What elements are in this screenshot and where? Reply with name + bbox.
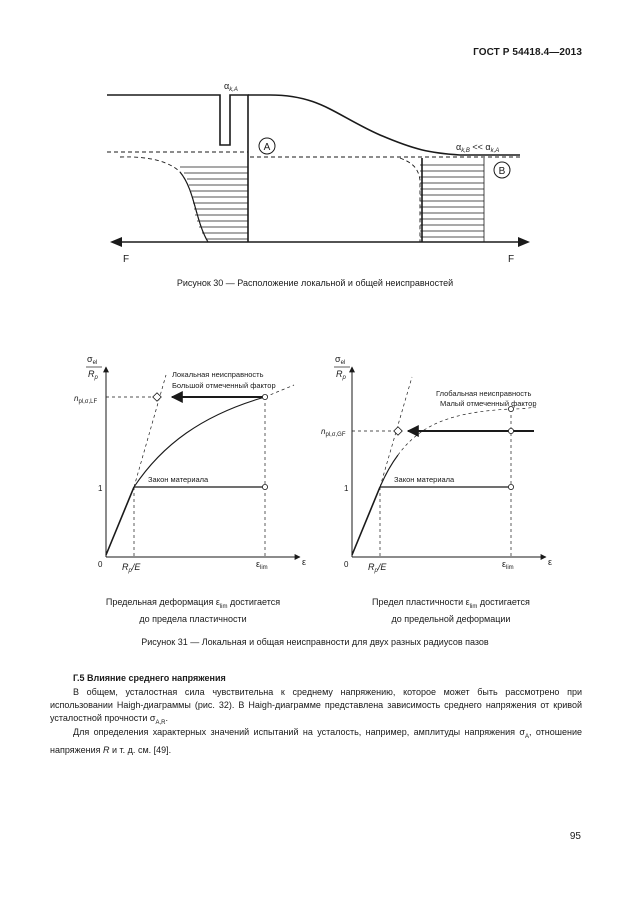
force-right-label: F [508,254,515,265]
x-tick-rp-label: $R_p/E$ [122,562,141,574]
force-left-label: F [123,254,130,265]
alpha-ka-label: $\alpha_{k,A}$ [224,81,238,93]
right-subcaption: Предел пластичности $\varepsilon_{lim}$ достигается до предельной деформации [372,597,530,624]
figure-31-left-chart [74,345,322,580]
section-heading: Г.5 Влияние среднего напряжения [73,673,226,683]
left-part-outline [107,95,248,242]
force-arrow-right [518,237,530,247]
x-tick-rp-label: $R_p/E$ [368,562,387,574]
right-stress-hatching [420,158,484,242]
x-tick-lim-label: $\varepsilon_{lim}$ [502,559,514,571]
lim-marker-top [262,394,267,399]
dashed-stress-curve-left [120,157,208,242]
elastic-extension-line [134,375,166,487]
diamond-marker [153,393,161,401]
annotation-line2: Большой отмеченный фактор [172,381,276,390]
x-axis-label: ε [302,557,307,567]
page-number: 95 [569,831,581,842]
y-axis-label-num: $\sigma_{el}$ [335,354,346,366]
lim-marker-one [508,484,513,489]
elastic-line [106,487,134,555]
left-subcaption: Предельная деформация $\varepsilon_{lim}$ достигается до предела пластичности [105,597,281,624]
dashed-stress-curve-right [400,158,420,242]
y-axis-label-den: $R_p$ [336,369,346,381]
y-axis-label-num: $\sigma_{el}$ [87,354,98,366]
material-law-label: Закон материала [394,475,455,484]
x-axis-label: ε [548,557,553,567]
origin-label: 0 [344,560,349,569]
annotation-line1: Глобальная неисправность [436,389,532,398]
annotation-line1: Локальная неисправность [172,370,264,379]
y-tick-one-label: 1 [344,484,349,493]
alpha-compare-label: $\alpha_{k,B} << \alpha_{k,A}$ [456,142,500,154]
point-b-label: B [498,166,506,177]
material-law-label: Закон материала [148,475,209,484]
y-tick-n-label: $n_{pl,\sigma,LF}$ [74,394,98,405]
notch-stress-curve [134,397,265,487]
lim-marker-mid [508,428,513,433]
y-tick-n-label: $n_{pl,\sigma,GF}$ [321,427,346,438]
annotation-line2: Малый отмеченный фактор [440,399,537,408]
diamond-marker [394,427,402,435]
document-code: ГОСТ Р 54418.4—2013 [473,47,582,58]
point-a-label: A [263,142,271,153]
paragraph-2: Для определения характерных значений испытаний на усталость, например, амплитуды напряжения $\sigma_A$, отношение напряжения R и т. д. см. [49]. [50,727,582,755]
force-arrow-left [110,237,122,247]
x-tick-lim-label: $\varepsilon_{lim}$ [256,559,268,571]
figure-31-caption: Рисунок 31 — Локальная и общая неисправности для двух разных радиусов пазов [141,637,489,647]
origin-label: 0 [98,560,103,569]
figure-31-right-chart [310,345,560,580]
figure-30-caption: Рисунок 30 — Расположение локальной и общей неисправностей [176,278,454,288]
y-tick-one-label: 1 [98,484,103,493]
y-axis-label-den: $R_p$ [88,369,98,381]
lim-marker-one [262,484,267,489]
paragraph-1: В общем, усталостная сила чувствительна к среднему напряжению, которое может быть рассмотрено при использовании Haigh-диаграммы (рис. 32). В Haigh-диаграмме представлена зависимость среднего напряжения от кривой усталостной прочности $\sigma_{A,R}$. [50,687,582,726]
elastic-line [352,487,380,555]
figure-30-notch-diagram [100,70,540,270]
left-stress-hatching [180,167,248,242]
